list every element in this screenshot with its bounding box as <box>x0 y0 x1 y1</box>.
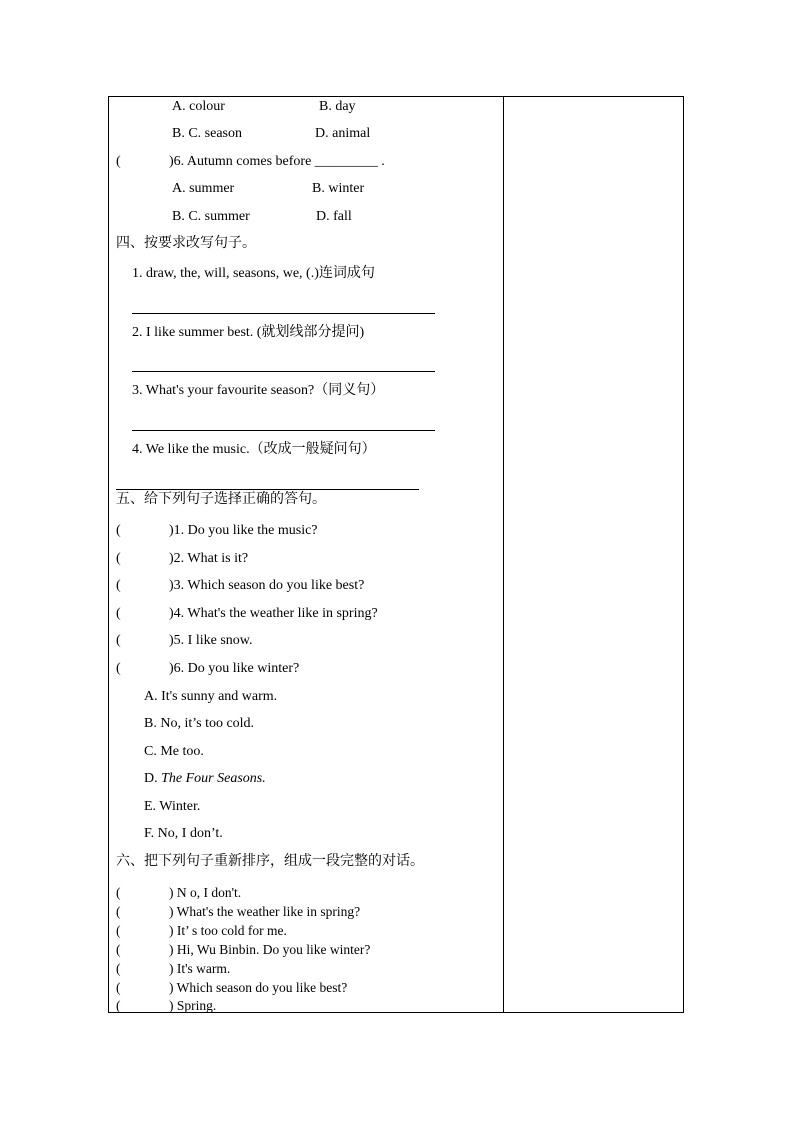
section4-item-2: 2. I like summer best. (就划线部分提问) <box>132 325 365 340</box>
section6-bracket-4: ( <box>116 942 121 957</box>
section5-bracket-1: ( <box>116 523 121 538</box>
q6-bracket: ( <box>116 154 121 169</box>
section6-line-7: ) Spring. <box>169 998 217 1013</box>
section5-bracket-5: ( <box>116 633 121 648</box>
section4-title: 四、按要求改写句子。 <box>116 236 256 251</box>
section5-bracket-2: ( <box>116 551 121 566</box>
section6-line-5: ) It's warm. <box>169 961 231 976</box>
section5-answer-d <box>144 772 266 786</box>
section6-bracket-5: ( <box>116 961 121 976</box>
section6-bracket-1: ( <box>116 885 121 900</box>
section5-answer-c: C. Me too. <box>144 744 204 759</box>
section5-question-2: )2. What is it? <box>169 551 249 566</box>
section6-bracket-7: ( <box>116 998 121 1013</box>
section6-bracket-6: ( <box>116 980 121 995</box>
section6-line-6: ) Which season do you like best? <box>169 980 348 995</box>
q5-option-d: D. animal <box>315 126 371 141</box>
section5-answer-d-prefix: D. <box>144 771 162 786</box>
section5-bracket-3: ( <box>116 578 121 593</box>
section6-title: 六、把下列句子重新排序，组成一段完整的对话。 <box>116 854 424 869</box>
section6-line-3: ) It’ s too cold for me. <box>169 923 287 938</box>
section5-question-4: )4. What's the weather like in spring? <box>169 606 378 621</box>
section5-title: 五、给下列句子选择正确的答句。 <box>116 492 326 507</box>
section5-question-1: )1. Do you like the music? <box>169 523 318 538</box>
section6-bracket-2: ( <box>116 904 121 919</box>
section4-item-3: 3. What's your favourite season?（同义句） <box>132 383 385 398</box>
section5-answer-f: F. No, I don’t. <box>144 826 223 841</box>
answer-line-1[interactable] <box>132 313 435 314</box>
table-column-divider <box>503 96 504 1013</box>
section5-bracket-6: ( <box>116 661 121 676</box>
section6-line-2: ) What's the weather like in spring? <box>169 904 361 919</box>
section5-question-5: )5. I like snow. <box>169 633 253 648</box>
q6-option-c: B. C. summer <box>172 209 250 224</box>
section5-answer-e: E. Winter. <box>144 799 201 814</box>
section5-question-6: )6. Do you like winter? <box>169 661 300 676</box>
q6-option-d: D. fall <box>316 209 352 224</box>
section5-bracket-4: ( <box>116 606 121 621</box>
section6-line-1: ) N o, I don't. <box>169 885 242 900</box>
section5-answer-a: A. It's sunny and warm. <box>144 689 278 704</box>
section4-item-4: 4. We like the music.（改成一般疑问句） <box>132 442 376 457</box>
q5-option-a: A. colour <box>172 99 225 114</box>
answer-line-2[interactable] <box>132 371 435 372</box>
section6-line-4: ) Hi, Wu Binbin. Do you like winter? <box>169 942 371 957</box>
q6-option-a: A. summer <box>172 181 235 196</box>
q5-option-c: B. C. season <box>172 126 242 141</box>
section5-answer-b: B. No, it’s too cold. <box>144 716 255 731</box>
q6-text: )6. Autumn comes before _________ . <box>169 154 385 169</box>
q5-option-b: B. day <box>319 99 356 114</box>
section6-bracket-3: ( <box>116 923 121 938</box>
answer-line-4[interactable] <box>116 489 419 490</box>
q6-option-b: B. winter <box>312 181 365 196</box>
section5-question-3: )3. Which season do you like best? <box>169 578 365 593</box>
answer-line-3[interactable] <box>132 430 435 431</box>
section5-answer-d-title: The Four Seasons. <box>161 771 266 786</box>
section4-item-1: 1. draw, the, will, seasons, we, (.)连词成句 <box>132 266 375 281</box>
